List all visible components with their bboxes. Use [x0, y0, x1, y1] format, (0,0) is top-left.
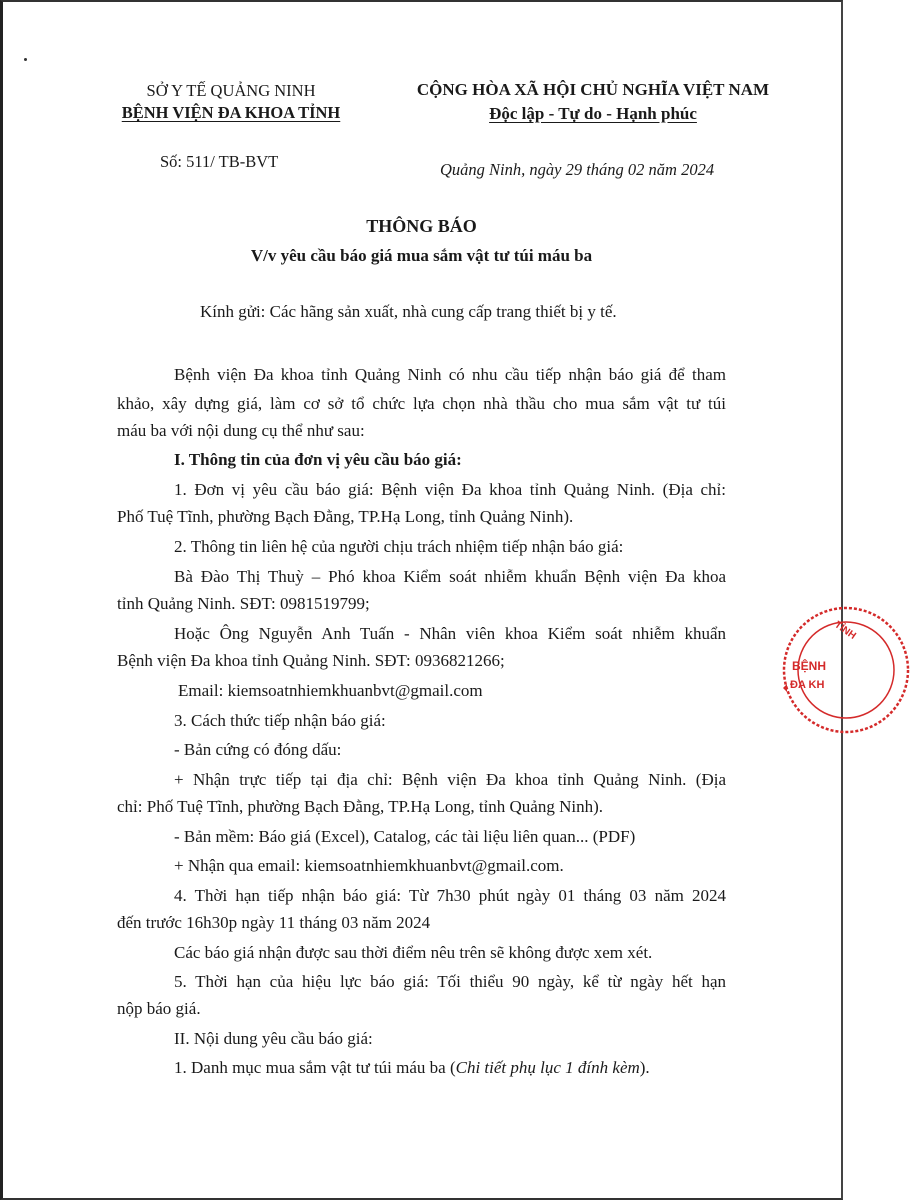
red-seal-stamp [776, 600, 916, 740]
recipient-line: Kính gửi: Các hãng sản xuất, nhà cung cấp trang thiết bị y tế. [200, 302, 617, 321]
national-motto [388, 78, 798, 126]
document-subtitle: V/v yêu cầu báo giá mua sắm vật tư túi máu ba [250, 246, 593, 265]
contact-1-line-2: tỉnh Quảng Ninh. SĐT: 0981519799; [117, 594, 370, 613]
appendix-reference [174, 1057, 650, 1079]
direct-delivery-line-1: + Nhận trực tiếp tại địa chỉ: Bệnh viện Đa khoa tỉnh Quảng Ninh. (Địa [174, 770, 726, 789]
item-1-line-2: Phố Tuệ Tĩnh, phường Bạch Đằng, TP.Hạ Long, tỉnh Quảng Ninh). [117, 507, 574, 526]
stamp-text-line-1: BỆNH [792, 659, 827, 673]
department-name: SỞ Y TẾ QUẢNG NINH [146, 81, 316, 100]
direct-delivery-line-2: chỉ: Phố Tuệ Tĩnh, phường Bạch Đằng, TP.Hạ Long, tỉnh Quảng Ninh). [117, 797, 604, 816]
contact-1-line-1: Bà Đào Thị Thuỳ – Phó khoa Kiểm soát nhiễm khuẩn Bệnh viện Đa khoa [174, 567, 726, 586]
appendix-italic: Chi tiết phụ lục 1 đính kèm [455, 1058, 640, 1077]
issuing-authority [96, 80, 366, 124]
document-number: Số: 511/ TB-BVT [160, 152, 279, 171]
intro-line-3: máu ba với nội dung cụ thể như sau: [117, 421, 365, 440]
section-1-heading: I. Thông tin của đơn vị yêu cầu báo giá: [174, 450, 462, 469]
email-delivery: + Nhận qua email: kiemsoatnhiemkhuanbvt@gmail.com. [174, 856, 564, 875]
hard-copy-label: - Bản cứng có đóng dấu: [174, 740, 342, 759]
hospital-name: BỆNH VIỆN ĐA KHOA TỈNH [121, 103, 341, 122]
item-4-line-2: đến trước 16h30p ngày 11 tháng 03 năm 2024 [117, 913, 431, 932]
stamp-text-line-2: ĐA KH [790, 679, 825, 691]
document-date: Quảng Ninh, ngày 29 tháng 02 năm 2024 [440, 160, 715, 179]
contact-2-line-1: Hoặc Ông Nguyễn Anh Tuấn - Nhân viên khoa Kiểm soát nhiễm khuẩn [174, 624, 726, 643]
intro-line-1: Bệnh viện Đa khoa tỉnh Quảng Ninh có nhu cầu tiếp nhận báo giá để tham [174, 365, 726, 384]
item-1-line-1: 1. Đơn vị yêu cầu báo giá: Bệnh viện Đa khoa tỉnh Quảng Ninh. (Địa chỉ: [174, 480, 726, 499]
item-3: 3. Cách thức tiếp nhận báo giá: [174, 711, 386, 730]
country-name: CỘNG HÒA XÃ HỘI CHỦ NGHĨA VIỆT NAM [416, 80, 770, 99]
item-2: 2. Thông tin liên hệ của người chịu trách nhiệm tiếp nhận báo giá: [174, 537, 624, 556]
appendix-suffix: ). [639, 1058, 650, 1077]
item-5-line-1: 5. Thời hạn của hiệu lực báo giá: Tối thiểu 90 ngày, kể từ ngày hết hạn [174, 972, 726, 991]
appendix-prefix: 1. Danh mục mua sắm vật tư túi máu ba ( [174, 1058, 456, 1077]
contact-email: Email: kiemsoatnhiemkhuanbvt@gmail.com [178, 681, 483, 700]
soft-copy-label: - Bản mềm: Báo giá (Excel), Catalog, các tài liệu liên quan... (PDF) [174, 827, 636, 846]
contact-2-line-2: Bệnh viện Đa khoa tỉnh Quảng Ninh. SĐT: 0936821266; [117, 651, 505, 670]
intro-line-2: khảo, xây dựng giá, làm cơ sở tổ chức lựa chọn nhà thầu cho mua sắm vật tư túi [117, 394, 726, 413]
document-title: THÔNG BÁO [366, 216, 477, 236]
item-5-line-2: nộp báo giá. [117, 999, 201, 1018]
late-submission-note: Các báo giá nhận được sau thời điểm nêu trên sẽ không được xem xét. [174, 943, 653, 962]
stamp-text-top: TỈNH [832, 619, 858, 642]
section-2-heading: II. Nội dung yêu cầu báo giá: [174, 1029, 373, 1048]
motto: Độc lập - Tự do - Hạnh phúc [489, 104, 697, 123]
item-4-line-1: 4. Thời hạn tiếp nhận báo giá: Từ 7h30 phút ngày 01 tháng 03 năm 2024 [174, 886, 726, 905]
scan-speck [24, 58, 27, 61]
